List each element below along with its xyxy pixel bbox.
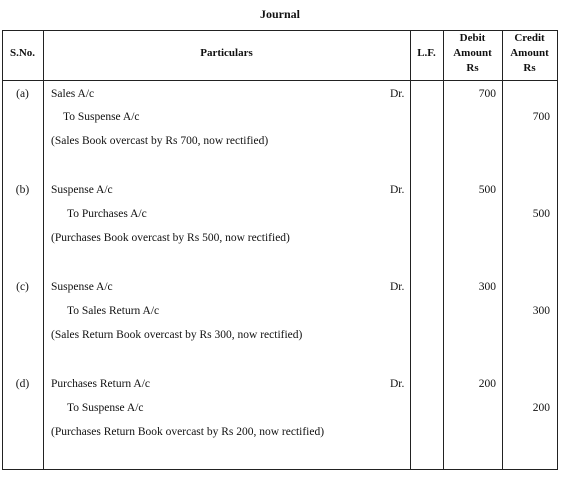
header-debit-amount [443, 31, 502, 76]
header-debit-line-1: Debit [459, 32, 486, 44]
header-credit-line-1: Credit [514, 32, 545, 44]
entry-credit-account: To Suspense A/c [63, 111, 140, 123]
header-bottom-border [2, 80, 558, 81]
header-debit-line-2: Amount [453, 47, 492, 59]
entry-credit-account: To Purchases A/c [67, 208, 147, 220]
entry-debit-amount: 300 [478, 281, 496, 293]
entry-dr-label: Dr. [390, 184, 405, 196]
entry-debit-account: Purchases Return A/c [51, 378, 151, 390]
entry-dr-label: Dr. [390, 378, 405, 390]
header-particulars: Particulars [200, 47, 253, 59]
header-credit-amount [502, 31, 557, 76]
entry-credit-account: To Sales Return A/c [67, 305, 160, 317]
entry-debit-amount: 200 [478, 378, 496, 390]
entry-sno: (c) [16, 281, 29, 293]
entry-debit-amount: 700 [478, 88, 496, 100]
table-bottom-border [2, 469, 558, 470]
page-title: Journal [259, 7, 300, 21]
entry-sno: (b) [15, 184, 30, 196]
entry-dr-label: Dr. [390, 281, 405, 293]
entry-credit-amount: 700 [532, 111, 550, 123]
entry-debit-account: Suspense A/c [51, 184, 113, 196]
particulars-column-divider [410, 30, 411, 470]
entry-narration: (Sales Book overcast by Rs 700, now rectified) [51, 135, 269, 147]
sno-column-divider [43, 30, 44, 470]
entry-credit-amount: 500 [532, 208, 550, 220]
entry-sno: (a) [16, 88, 29, 100]
entry-credit-account: To Suspense A/c [67, 402, 144, 414]
entry-narration: (Purchases Book overcast by Rs 500, now rectified) [51, 232, 290, 244]
entry-debit-account: Suspense A/c [51, 281, 113, 293]
entry-credit-amount: 200 [532, 402, 550, 414]
header-lf: L.F. [417, 47, 436, 59]
entry-sno: (d) [15, 378, 30, 390]
entry-narration: (Purchases Return Book overcast by Rs 200, now rectified) [51, 426, 325, 438]
entry-narration: (Sales Return Book overcast by Rs 300, now rectified) [51, 329, 303, 341]
header-debit-line-3: Rs [466, 62, 479, 74]
entry-debit-amount: 500 [478, 184, 496, 196]
entry-debit-account: Sales A/c [51, 88, 95, 100]
header-credit-line-2: Amount [510, 47, 549, 59]
entry-credit-amount: 300 [532, 305, 550, 317]
table-right-border [557, 30, 558, 470]
header-sno: S.No. [9, 47, 36, 59]
header-credit-line-3: Rs [523, 62, 536, 74]
entry-dr-label: Dr. [390, 88, 405, 100]
